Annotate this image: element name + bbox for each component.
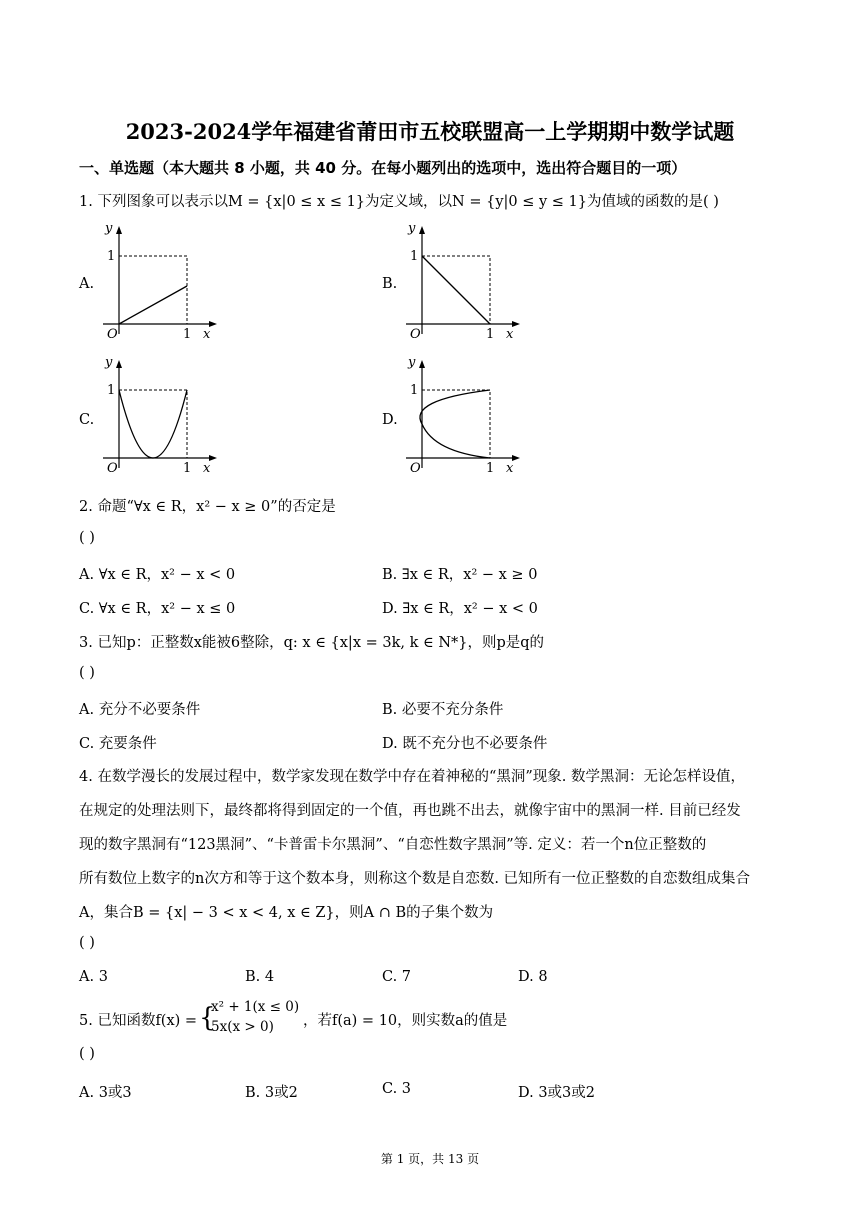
q2-option-d: D. ∃x ∈ R，x² − x < 0 xyxy=(382,601,538,617)
origin-label: O xyxy=(107,327,118,342)
x-axis-label: x xyxy=(506,461,514,476)
origin-label: O xyxy=(107,461,118,476)
question-4-line-5: A，集合B = {x| − 3 < x < 4, x ∈ Z}，则A ∩ B的子集个数为 xyxy=(79,905,494,921)
q4-option-a: A. 3 xyxy=(79,969,108,985)
page-title: 2023-2024学年福建省莆田市五校联盟高一上学期期中数学试题 xyxy=(125,119,735,144)
tick-one-x: 1 xyxy=(486,461,495,476)
q1-option-c-label: C. xyxy=(79,412,95,428)
question-5-piece-1: x² + 1(x ≤ 0) xyxy=(211,999,300,1015)
q3-option-b: B. 必要不充分条件 xyxy=(382,702,504,718)
q2-option-b: B. ∃x ∈ R，x² − x ≥ 0 xyxy=(382,567,538,583)
tick-one-y: 1 xyxy=(107,249,116,264)
brace-glyph: { xyxy=(199,1003,216,1033)
q1-option-d-label: D. xyxy=(382,412,398,428)
x-axis-label: x xyxy=(203,327,211,342)
x-axis-label: x xyxy=(203,461,211,476)
question-2-stem: 2. 命题“∀x ∈ R，x² − x ≥ 0”的否定是 xyxy=(79,499,336,515)
q4-option-c: C. 7 xyxy=(382,969,412,985)
q5-option-a: A. 3或3 xyxy=(79,1085,132,1101)
q3-option-d: D. 既不充分也不必要条件 xyxy=(382,736,548,752)
question-4-line-4: 所有数位上数字的n次方和等于这个数本身，则称这个数是自恋数. 已知所有一位正整数的自恋数组成集合 xyxy=(79,871,751,887)
q5-option-b: B. 3或2 xyxy=(245,1085,298,1101)
question-4-line-2: 在规定的处理法则下，最终都将得到固定的一个值，再也跳不出去，就像宇宙中的黑洞一样. 目前已经发 xyxy=(79,803,741,819)
origin-label: O xyxy=(410,461,421,476)
q3-option-a: A. 充分不必要条件 xyxy=(79,702,201,718)
section-heading: 一、单选题（本大题共 8 小题，共 40 分。在每小题列出的选项中，选出符合题目的一项） xyxy=(79,159,687,177)
tick-one-y: 1 xyxy=(410,249,419,264)
graph-d xyxy=(398,356,528,476)
q2-option-c: C. ∀x ∈ R，x² − x ≤ 0 xyxy=(79,601,236,617)
question-1-stem: 1. 下列图象可以表示以M = {x|0 ≤ x ≤ 1}为定义域，以N = {y|0 ≤ y ≤ 1}为值域的函数的是( ) xyxy=(79,194,719,210)
y-axis-label: y xyxy=(105,356,113,370)
q2-option-a: A. ∀x ∈ R，x² − x < 0 xyxy=(79,567,236,583)
q5-option-c: C. 3 xyxy=(382,1081,412,1097)
q4-option-b: B. 4 xyxy=(245,969,275,985)
tick-one-x: 1 xyxy=(183,461,192,476)
question-5-paren: ( ) xyxy=(79,1046,95,1062)
q1-option-b-label: B. xyxy=(382,276,398,292)
question-3-stem: 3. 已知p：正整数x能被6整除，q: x ∈ {x|x = 3k, k ∈ N*}，则p是q的 xyxy=(79,635,545,651)
q4-option-d: D. 8 xyxy=(518,969,548,985)
graph-c xyxy=(95,356,225,476)
q5-option-d: D. 3或3或2 xyxy=(518,1085,596,1101)
y-axis-label: y xyxy=(408,222,416,236)
q3-option-c: C. 充要条件 xyxy=(79,736,157,752)
question-3-paren: ( ) xyxy=(79,665,95,681)
question-5-piece-2: 5x(x > 0) xyxy=(211,1019,274,1035)
y-axis-label: y xyxy=(408,356,416,370)
question-4-line-3: 现的数字黑洞有“123黑洞”、“卡普雷卡尔黑洞”、“自恋性数字黑洞”等. 定义：若一个n位正整数的 xyxy=(79,837,707,853)
question-4-line-1: 4. 在数学漫长的发展过程中，数学家发现在数学中存在着神秘的“黑洞”现象. 数学黑洞：无论怎样设值， xyxy=(79,769,745,785)
question-2-paren: ( ) xyxy=(79,530,95,546)
graph-a xyxy=(95,222,225,342)
question-5-stem-prefix: 5. 已知函数f(x) = xyxy=(79,1013,198,1029)
y-axis-label: y xyxy=(105,222,113,236)
graph-b xyxy=(398,222,528,342)
tick-one-x: 1 xyxy=(183,327,192,342)
tick-one-y: 1 xyxy=(410,383,419,398)
q1-option-a-label: A. xyxy=(79,276,95,292)
tick-one-x: 1 xyxy=(486,327,495,342)
question-4-paren: ( ) xyxy=(79,935,95,951)
tick-one-y: 1 xyxy=(107,383,116,398)
question-5-stem-suffix: ，若f(a) = 10，则实数a的值是 xyxy=(303,1013,508,1029)
x-axis-label: x xyxy=(506,327,514,342)
page-footer: 第 1 页，共 13 页 xyxy=(380,1152,480,1166)
origin-label: O xyxy=(410,327,421,342)
